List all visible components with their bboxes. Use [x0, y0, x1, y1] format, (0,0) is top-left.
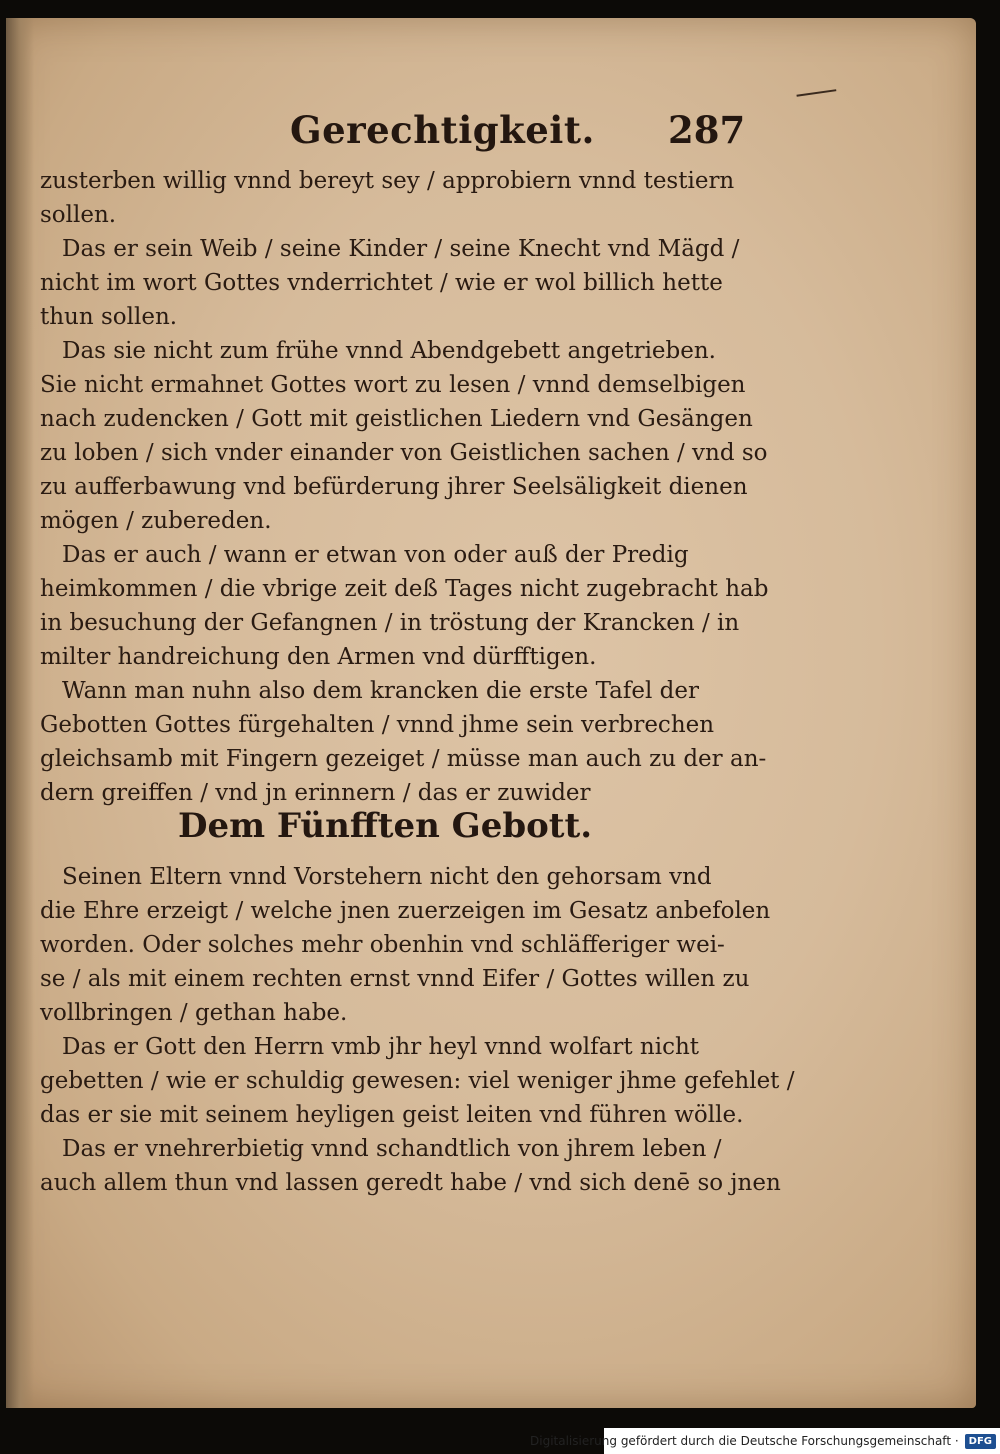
- text-line: worden. Oder solches mehr obenhin vnd schläfferiger wei-: [40, 932, 725, 958]
- text-line: nach zudencken / Gott mit geistlichen Liedern vnd Gesängen: [40, 406, 753, 432]
- text-line: zusterben willig vnnd bereyt sey / approbiern vnnd testiern: [40, 168, 735, 194]
- text-line: Gebotten Gottes fürgehalten / vnnd jhme sein verbrechen: [40, 712, 715, 738]
- text-line: dern greiffen / vnd jn erinnern / das er zuwider: [40, 780, 591, 806]
- body-text-bottom: [40, 860, 795, 1200]
- text-line: milter handreichung den Armen vnd dürfftigen.: [40, 644, 597, 670]
- funding-credit: Digitalisierung gefördert durch die Deutsche Forschungsgemeinschaft ·: [530, 1434, 959, 1448]
- page-header: [0, 100, 1000, 164]
- text-line: Wann man nuhn also dem krancken die erste Tafel der: [62, 678, 699, 704]
- text-line: gleichsamb mit Fingern gezeiget / müsse man auch zu der an-: [40, 746, 767, 772]
- running-title: Gerechtigkeit.: [290, 108, 595, 152]
- text-line: gebetten / wie er schuldig gewesen: viel weniger jhme gefehlet /: [40, 1068, 795, 1094]
- page-number: 287: [668, 108, 746, 152]
- text-line: sollen.: [40, 202, 117, 228]
- page-gutter: [6, 18, 34, 1408]
- text-line: se / als mit einem rechten ernst vnnd Eifer / Gottes willen zu: [40, 966, 750, 992]
- text-line: zu loben / sich vnder einander von Geistlichen sachen / vnd so: [40, 440, 768, 466]
- text-line: Sie nicht ermahnet Gottes wort zu lesen / vnnd demselbigen: [40, 372, 746, 398]
- text-line: auch allem thun vnd lassen geredt habe / vnd sich denē so jnen: [40, 1170, 781, 1196]
- text-line: mögen / zubereden.: [40, 508, 272, 534]
- text-line: Das er Gott den Herrn vmb jhr heyl vnnd wolfart nicht: [62, 1034, 700, 1060]
- text-line: nicht im wort Gottes vnderrichtet / wie er wol billich hette: [40, 270, 723, 296]
- text-line: zu aufferbawung vnd befürderung jhrer Seelsäligkeit dienen: [40, 474, 748, 500]
- body-text-top: [40, 164, 769, 810]
- section-heading: Dem Fünfften Gebott.: [177, 806, 593, 846]
- text-line: Das er sein Weib / seine Kinder / seine Knecht vnd Mägd /: [62, 236, 740, 262]
- footer-credit-bar: [530, 1428, 1000, 1454]
- text-line: die Ehre erzeigt / welche jnen zuerzeigen im Gesatz anbefolen: [40, 898, 771, 924]
- dfg-logo: DFG: [965, 1434, 996, 1449]
- text-line: in besuchung der Gefangnen / in tröstung der Krancken / in: [40, 610, 740, 636]
- text-line: heimkommen / die vbrige zeit deß Tages nicht zugebracht hab: [40, 576, 769, 602]
- text-line: Das sie nicht zum frühe vnnd Abendgebett angetrieben.: [62, 338, 716, 364]
- text-line: Seinen Eltern vnnd Vorstehern nicht den gehorsam vnd: [62, 864, 712, 890]
- text-line: vollbringen / gethan habe.: [40, 1000, 348, 1026]
- text-line: Das er vnehrerbietig vnnd schandtlich von jhrem leben /: [62, 1136, 722, 1162]
- text-line: thun sollen.: [40, 304, 178, 330]
- text-line: das er sie mit seinem heyligen geist leiten vnd führen wölle.: [40, 1102, 744, 1128]
- text-line: Das er auch / wann er etwan von oder auß der Predig: [62, 542, 689, 568]
